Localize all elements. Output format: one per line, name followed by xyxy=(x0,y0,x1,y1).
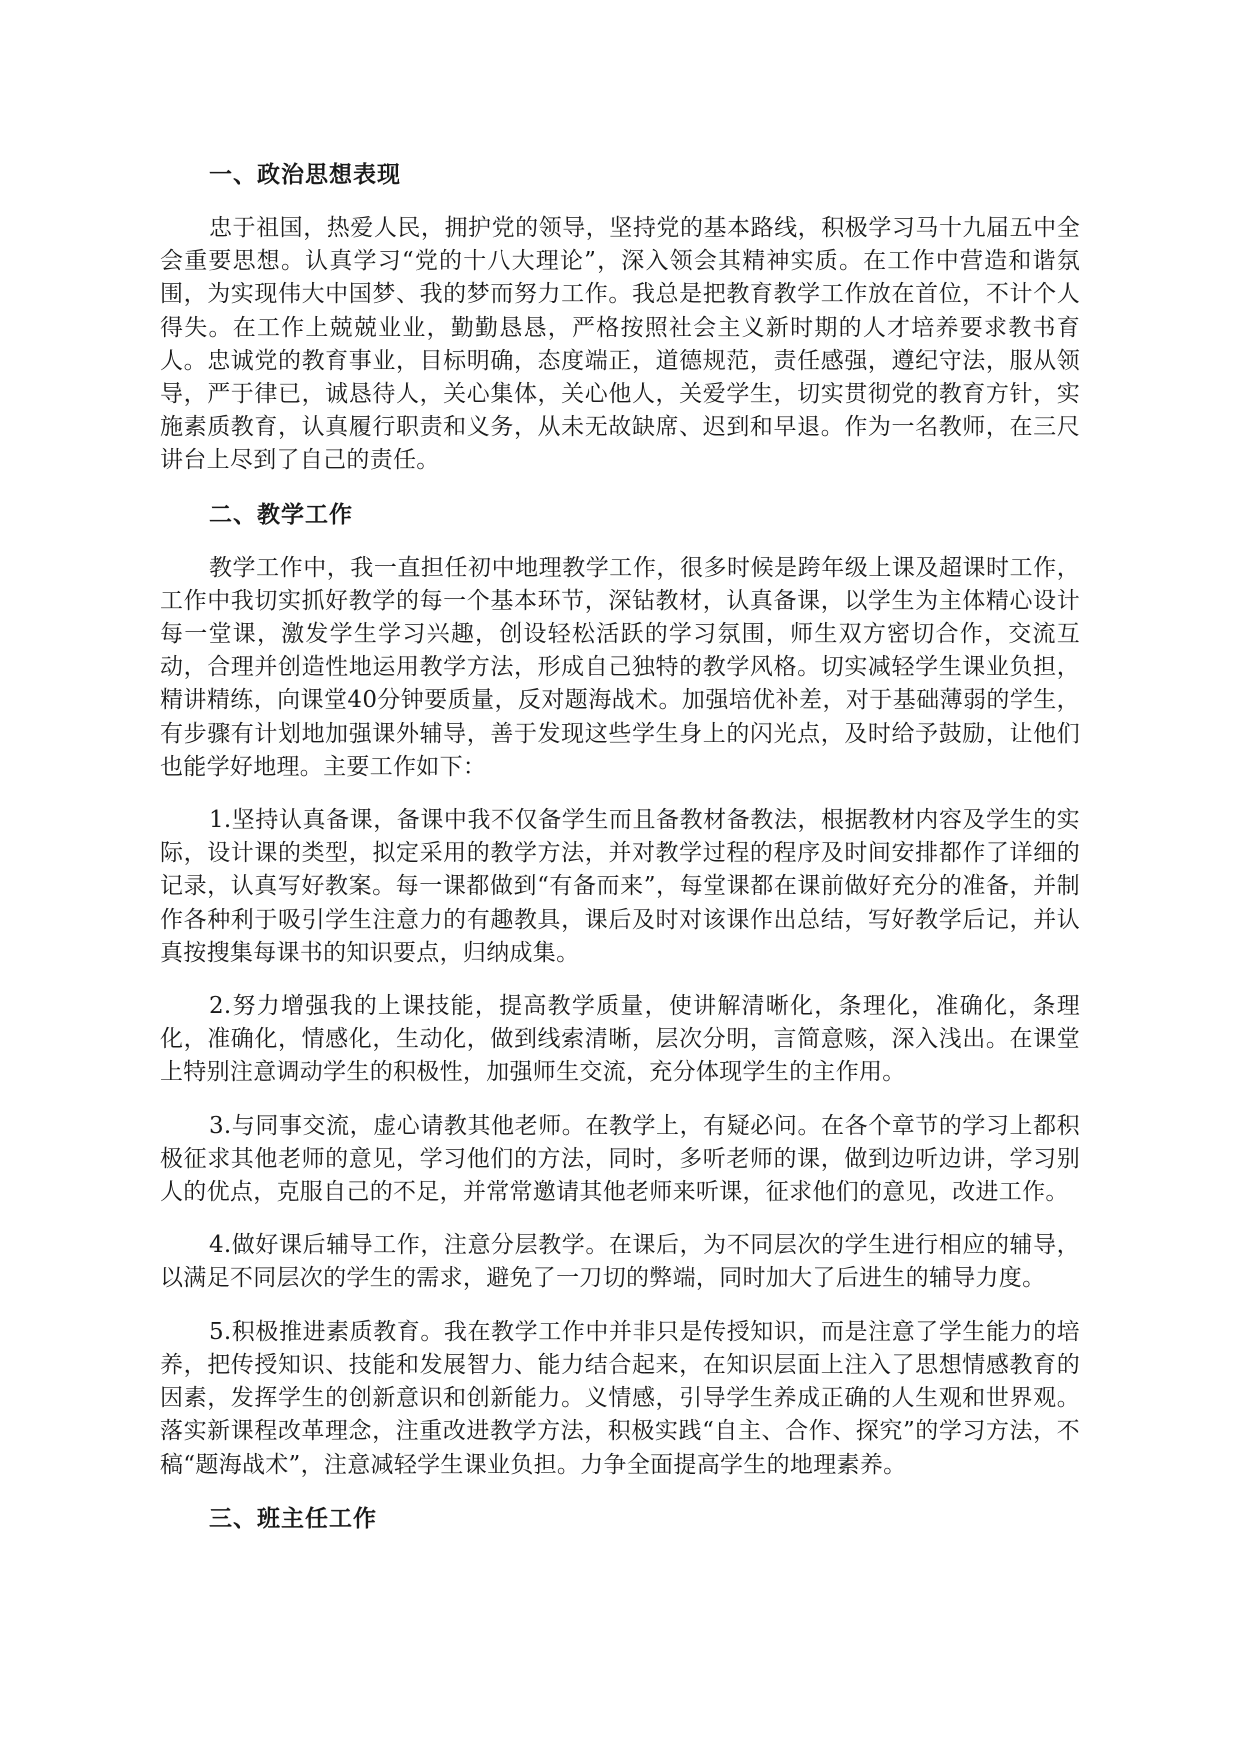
section-political xyxy=(160,158,1080,478)
paragraph: 忠于祖国，热爱人民，拥护党的领导，坚持党的基本路线，积极学习马十九届五中全会重要思想。认真学习“党的十八大理论”，深入领会其精神实质。在工作中营造和谐氛围，为实现伟大中国梦、我的梦而努力工作。我总是把教育教学工作放在首位，不计个人得失。在工作上兢兢业业，勤勤恳恳，严格按照社会主义新时期的人才培养要求教书育人。忠诚党的教育事业，目标明确，态度端正，道德规范，责任感强，遵纪守法，服从领导，严于律已，诚恳待人，关心集体，关心他人，关爱学生，切实贯彻党的教育方针，实施素质教育，认真履行职责和义务，从未无故缺席、迟到和早退。作为一名教师，在三尺讲台上尽到了自己的责任。 xyxy=(160,215,1080,474)
paragraph: 教学工作中，我一直担任初中地理教学工作，很多时候是跨年级上课及超课时工作，工作中我切实抓好教学的每一个基本环节，深钻教材，认真备课，以学生为主体精心设计每一堂课，激发学生学习兴趣，创设轻松活跃的学习氛围，师生双方密切合作，交流互动，合理并创造性地运用教学方法，形成自己独特的教学风格。切实减轻学生课业负担，精讲精练，向课堂40分钟要质量，反对题海战术。加强培优补差，对于基础薄弱的学生，有步骤有计划地加强课外辅导，善于发现这些学生身上的闪光点，及时给予鼓励，让他们也能学好地理。主要工作如下： xyxy=(160,554,1080,780)
section-teaching xyxy=(160,498,1080,1482)
section-heading: 二、教学工作 xyxy=(209,501,353,528)
paragraph: 1.坚持认真备课，备课中我不仅备学生而且备教材备教法，根据教材内容及学生的实际，设计课的类型，拟定采用的教学方法，并对教学过程的程序及时间安排都作了详细的记录，认真写好教案。每一课都做到“有备而来”，每堂课都在课前做好充分的准备，并制作各种利于吸引学生注意力的有趣教具，课后及时对该课作出总结，写好教学后记，并认真按搜集每课书的知识要点，归纳成集。 xyxy=(160,807,1080,966)
paragraph: 2.努力增强我的上课技能，提高教学质量，使讲解清晰化，条理化，准确化，条理化，准确化，情感化，生动化，做到线索清晰，层次分明，言简意赅，深入浅出。在课堂上特别注意调动学生的积极性，加强师生交流，充分体现学生的主作用。 xyxy=(160,993,1080,1086)
paragraph: 4.做好课后辅导工作，注意分层教学。在课后，为不同层次的学生进行相应的辅导，以满足不同层次的学生的需求，避免了一刀切的弊端，同时加大了后进生的辅导力度。 xyxy=(160,1232,1080,1292)
paragraph: 5.积极推进素质教育。我在教学工作中并非只是传授知识，而是注意了学生能力的培养，把传授知识、技能和发展智力、能力结合起来，在知识层面上注入了思想情感教育的因素，发挥学生的创新意识和创新能力。义情感，引导学生养成正确的人生观和世界观。落实新课程改革理念，注重改进教学方法，积极实践“自主、合作、探究”的学习方法，不稿“题海战术”，注意减轻学生课业负担。力争全面提高学生的地理素养。 xyxy=(160,1318,1080,1478)
section-heading: 一、政治思想表现 xyxy=(209,162,401,188)
section-class-teacher xyxy=(160,1502,1080,1536)
section-heading: 三、班主任工作 xyxy=(209,1505,377,1532)
document-page xyxy=(160,158,1080,1556)
paragraph: 3.与同事交流，虚心请教其他老师。在教学上，有疑必问。在各个章节的学习上都积极征求其他老师的意见，学习他们的方法，同时，多听老师的课，做到边听边讲，学习别人的优点，克服自己的不足，并常常邀请其他老师来听课，征求他们的意见，改进工作。 xyxy=(160,1112,1080,1206)
